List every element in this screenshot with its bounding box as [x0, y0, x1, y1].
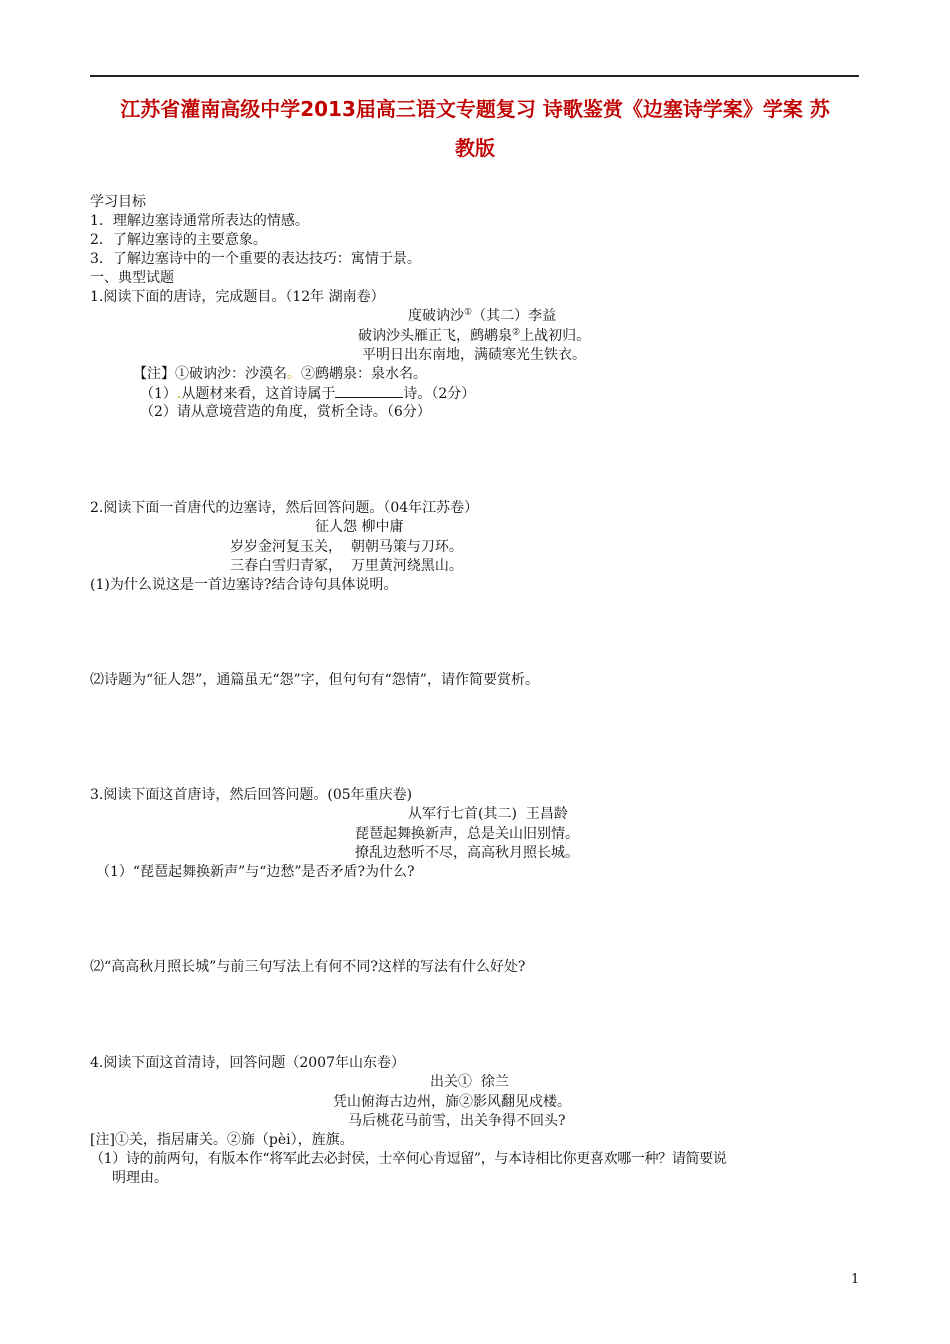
- q1-sub-question-2: （2）请从意境营造的角度，赏析全诗。（6分）: [140, 404, 431, 420]
- q2-sub-question-1: (1)为什么说这是一首边塞诗?结合诗句具体说明。: [90, 577, 398, 593]
- q2-poem-line-1: 岁岁金河复玉关， 朝朝马策与刀环。: [230, 539, 463, 555]
- page-number: 1: [851, 1272, 860, 1287]
- q2-poem-title: 征人怨 柳中庸: [315, 519, 404, 535]
- q3-poem-line-2: 撩乱边愁听不尽，高高秋月照长城。: [355, 845, 579, 861]
- q3-poem-line-1: 琵琶起舞换新声，总是关山旧别情。: [355, 826, 579, 842]
- q3-sub-question-2: ⑵“高高秋月照长城”与前三句写法上有何不同?这样的写法有什么好处?: [90, 959, 526, 975]
- q1-poem-title: 度破讷沙①（其二）李益: [408, 307, 557, 324]
- q4-poem-line-2: 马后桃花马前雪，出关争得不回头?: [348, 1113, 566, 1129]
- objective-item-2: 2．了解边塞诗的主要意象。: [90, 232, 267, 248]
- q4-prompt: 4.阅读下面这首清诗，回答问题（2007年山东卷）: [90, 1055, 405, 1071]
- q4-poem-title: 出关① 徐兰: [430, 1074, 509, 1090]
- q4-sub-question-1-continued: 明理由。: [112, 1170, 168, 1186]
- q4-sub-question-1: （1）诗的前两句，有版本作“将军此去必封侯，士卒何心肯逗留”，与本诗相比你更喜欢哪一种？请简要说: [90, 1151, 727, 1167]
- q1-note: 【注】①破讷沙：沙漠名。②鹧鹕泉：泉水名。: [133, 366, 427, 382]
- q2-prompt: 2.阅读下面一首唐代的边塞诗，然后回答问题。（04年江苏卷）: [90, 500, 479, 516]
- header-rule: [90, 75, 859, 77]
- q2-sub-question-2: ⑵诗题为“征人怨”，通篇虽无“怨”字，但句句有“怨情”，请作简要赏析。: [90, 672, 539, 688]
- q2-poem-line-2: 三春白雪归青冢， 万里黄河绕黑山。: [230, 558, 463, 574]
- q1-prompt: 1.阅读下面的唐诗，完成题目。（12年 湖南卷）: [90, 289, 385, 305]
- objective-item-1: 1．理解边塞诗通常所表达的情感。: [90, 213, 309, 229]
- q4-note: [注]①关，指居庸关。②旆（pèi），旌旗。: [90, 1132, 354, 1148]
- document-title: [90, 90, 860, 168]
- answer-blank[interactable]: [335, 384, 403, 398]
- q1-sub-question-1: （1）.从题材来看，这首诗属于 诗。（2分）: [140, 386, 476, 402]
- title-line-2: 教版: [455, 136, 495, 160]
- q1-poem-line-1: 破讷沙头雁正飞，鹧鹕泉②上战初归。: [358, 327, 591, 344]
- q3-sub-question-1: （1）“琵琶起舞换新声”与“边愁”是否矛盾?为什么?: [96, 864, 415, 880]
- objectives-heading: 学习目标: [90, 194, 146, 210]
- q3-prompt: 3.阅读下面这首唐诗，然后回答问题。(05年重庆卷): [90, 787, 413, 803]
- q3-poem-title: 从军行七首(其二) 王昌龄: [408, 806, 568, 822]
- q1-poem-line-2: 平明日出东南地，满碛寒光生铁衣。: [362, 347, 586, 363]
- objective-item-3: 3．了解边塞诗中的一个重要的表达技巧：寓情于景。: [90, 251, 421, 267]
- title-line-1: 江苏省灌南高级中学2013届高三语文专题复习 诗歌鉴赏《边塞诗学案》学案 苏: [120, 97, 830, 121]
- section-heading: 一、典型试题: [90, 270, 174, 286]
- q4-poem-line-1: 凭山俯海古边州，旆②影风翻见戍楼。: [333, 1094, 571, 1110]
